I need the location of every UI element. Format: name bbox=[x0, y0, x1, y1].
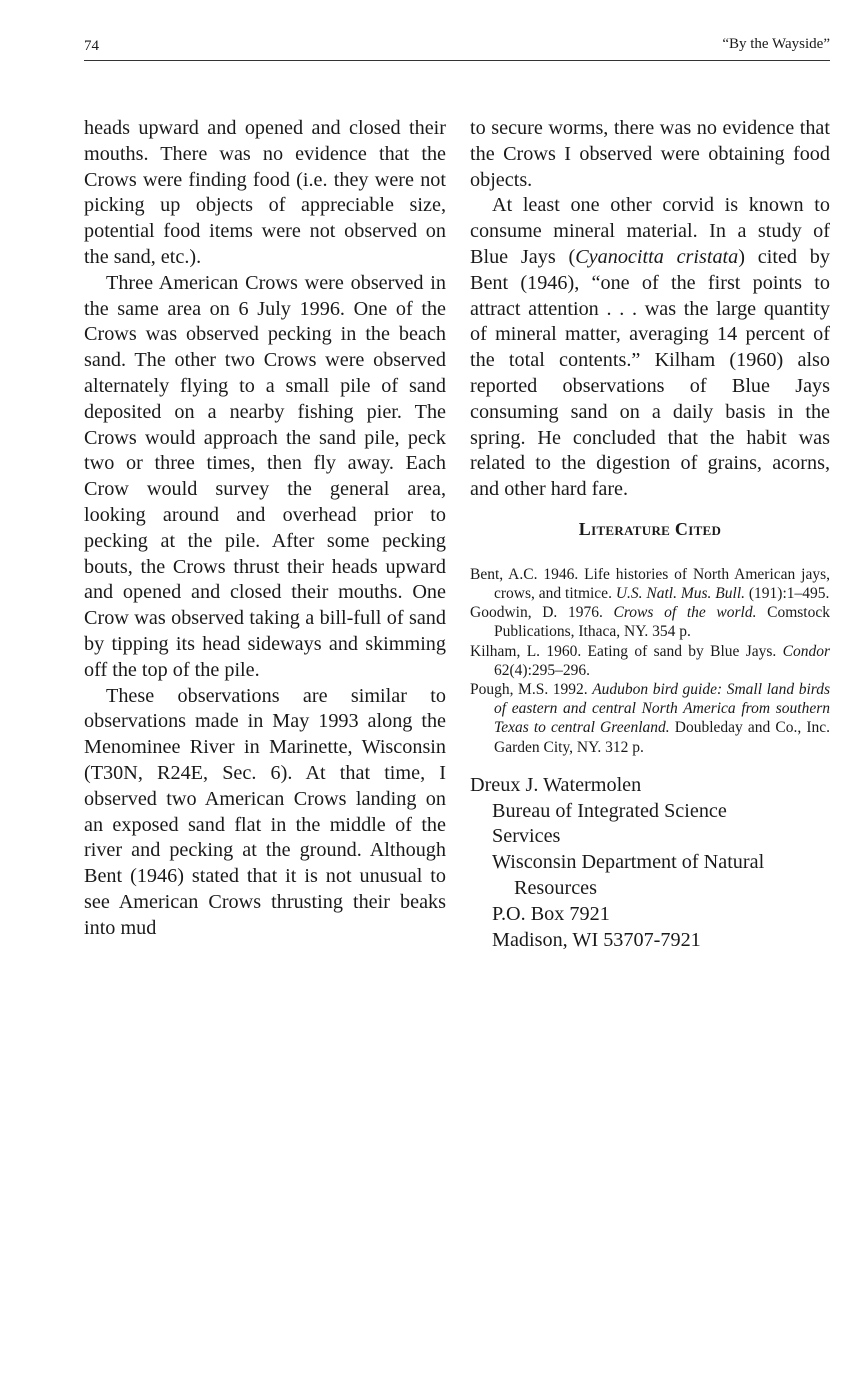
reference-list bbox=[470, 565, 830, 757]
ref-title: Condor bbox=[782, 642, 830, 660]
address-line: Resources bbox=[514, 876, 597, 899]
reference-item bbox=[470, 680, 830, 757]
body-paragraph bbox=[470, 193, 830, 503]
author-name: Dreux J. Watermolen bbox=[470, 773, 642, 796]
text-span: ) cited by Bent (1946), “one of the first points to attract attention . . . was the large quantity of mineral matter, averaging 14 percent of the total contents.” Kilham (1960) also reported observations of Blue Jays consuming sand on a daily basis in the spring. He concluded that the habit was related to the digestion of grains, acorns, and other hard fare. bbox=[470, 245, 830, 501]
ref-title: U.S. Natl. Mus. Bull. bbox=[615, 584, 745, 602]
section-title: “By the Wayside” bbox=[722, 36, 830, 52]
text-span: At least one other corvid is known to consume mineral material. In a study of Blue Jays ( bbox=[470, 194, 830, 268]
author-address bbox=[470, 773, 830, 954]
address-line: Bureau of Integrated Science bbox=[492, 799, 727, 822]
address-line: Wisconsin Department of Natural bbox=[492, 851, 765, 874]
running-header bbox=[84, 34, 830, 61]
left-column bbox=[84, 116, 446, 942]
literature-cited-heading: Literature Cited bbox=[578, 518, 722, 539]
address-line: P.O. Box 7921 bbox=[492, 902, 610, 925]
ref-text: Pough, M.S. 1992. bbox=[470, 680, 593, 698]
ref-text: Comstock Publications, Ithaca, NY. 354 p. bbox=[494, 604, 830, 641]
body-paragraph: These observations are similar to observations made in May 1993 along the Menominee River in Marinette, Wisconsin (T30N, R24E, Sec. 6). At that time, I observed two American Crows landing on an exposed sand flat in the middle of the river and pecking at the ground. Although Bent (1946) stated that it is not unusual to see American Crows thrusting their beaks into mud bbox=[84, 684, 446, 939]
ref-text: Bent, A.C. 1946. Life histories of North American jays, crows, and titmice. bbox=[470, 565, 830, 602]
body-paragraph: to secure worms, there was no evidence that the Crows I observed were obtaining food objects. bbox=[470, 117, 830, 191]
ref-text: Doubleday and Co., Inc. Garden City, NY. 312 p. bbox=[494, 719, 830, 756]
body-paragraph: Three American Crows were observed in the same area on 6 July 1996. One of the Crows was observed pecking in the beach sand. The other two Crows were observed alternately flying to a small pile of sand deposited on a nearby fishing pier. The Crows would approach the sand pile, peck two or three times, then fly away. Each Crow would survey the general area, looking around and overhead prior to pecking at the pile. After some pecking bouts, the Crows thrust their heads upward and opened and closed their mouths. One Crow was observed taking a bill-full of sand by tipping its head sideways and skimming off the top of the pile. bbox=[84, 271, 446, 681]
ref-title: Audubon bird guide: Small land birds of eastern and central North America from southern Texas to central Greenland. bbox=[494, 680, 830, 737]
reference-item bbox=[470, 565, 830, 603]
ref-text: Kilham, L. 1960. Eating of sand by Blue Jays. bbox=[470, 642, 783, 660]
ref-title: Crows of the world. bbox=[613, 604, 757, 622]
right-column bbox=[470, 116, 830, 953]
body-paragraph: heads upward and opened and closed their mouths. There was no evidence that the Crows were finding food (i.e. they were not picking up objects of appreciable size, potential food items were not observed on the sand, etc.). bbox=[84, 117, 446, 268]
reference-item bbox=[470, 603, 830, 641]
species-name: Cyanocitta cristata bbox=[575, 245, 739, 268]
ref-text: (191):1–495. bbox=[745, 584, 830, 602]
page-number: 74 bbox=[84, 38, 99, 54]
address-line: Services bbox=[492, 825, 561, 848]
ref-text: 62(4):295–296. bbox=[494, 661, 591, 679]
ref-text: Goodwin, D. 1976. bbox=[470, 604, 614, 622]
reference-item bbox=[470, 642, 830, 680]
address-line: Madison, WI 53707-7921 bbox=[492, 928, 701, 951]
